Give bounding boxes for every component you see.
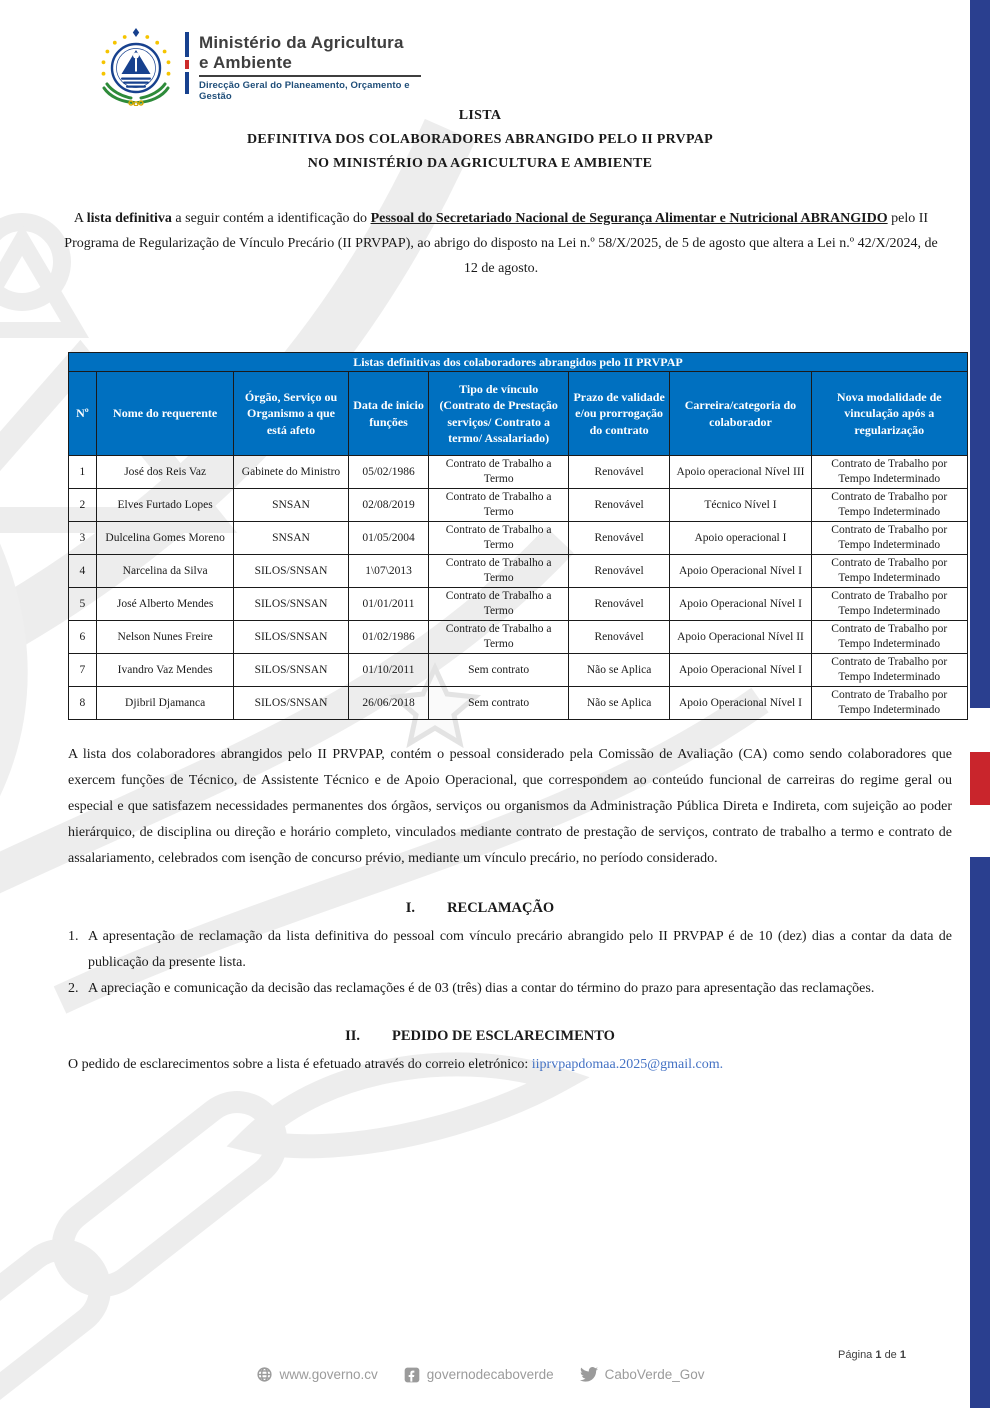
section-numeral: I.: [405, 900, 416, 916]
cell: SILOS/SNSAN: [234, 588, 348, 621]
website-label: www.governo.cv: [279, 1367, 378, 1382]
col-header-modalidade: Nova modalidade de vinculação após a regularização: [811, 372, 967, 456]
table-row: [69, 588, 968, 621]
section-reclamacao-heading: [0, 900, 960, 917]
twitter-link[interactable]: [580, 1367, 705, 1382]
title-line1: LISTA: [458, 108, 502, 123]
ministry-logo: [95, 28, 421, 106]
cell: 3: [69, 522, 97, 555]
cell: Apoio Operacional Nível I: [670, 555, 811, 588]
cell: Apoio Operacional Nível I: [670, 654, 811, 687]
right-band-red: [970, 752, 990, 805]
cell: Contrato de Trabalho a Termo: [429, 555, 568, 588]
intro-paragraph: [62, 206, 940, 281]
page-label: Página: [838, 1349, 873, 1361]
col-header-nome: Nome do requerente: [96, 372, 234, 456]
cell: 05/02/1986: [348, 456, 429, 489]
cell: Renovável: [568, 588, 670, 621]
col-header-tipo: Tipo de vínculo (Contrato de Prestação serviços/ Contrato a termo/ Assalariado): [429, 372, 568, 456]
col-header-orgao: Órgão, Serviço ou Organismo a que está afeto: [234, 372, 348, 456]
cell: 01/01/2011: [348, 588, 429, 621]
section-title: PEDIDO DE ESCLARECIMENTO: [392, 1028, 615, 1044]
cell: Contrato de Trabalho a Termo: [429, 522, 568, 555]
cell: 6: [69, 621, 97, 654]
cell: Narcelina da Silva: [96, 555, 234, 588]
cell: Contrato de Trabalho por Tempo Indeterminado: [811, 654, 967, 687]
cape-verde-emblem-icon: [95, 28, 177, 106]
section-numeral: II.: [345, 1028, 360, 1044]
cell: Contrato de Trabalho a Termo: [429, 621, 568, 654]
cell: 7: [69, 654, 97, 687]
cell: Apoio Operacional Nível I: [670, 588, 811, 621]
cell: Apoio Operacional Nível I: [670, 687, 811, 720]
logo-separator: [185, 32, 189, 94]
cell: Contrato de Trabalho a Termo: [429, 456, 568, 489]
cell: Contrato de Trabalho por Tempo Indeterminado: [811, 555, 967, 588]
cell: Contrato de Trabalho a Termo: [429, 489, 568, 522]
cell: SILOS/SNSAN: [234, 654, 348, 687]
intro-seg3: a seguir contém a identificação do: [171, 211, 371, 226]
collaborators-table: [68, 352, 968, 720]
cell: 8: [69, 687, 97, 720]
cell: SNSAN: [234, 522, 348, 555]
cell: SNSAN: [234, 489, 348, 522]
col-header-prazo: Prazo de validade e/ou prorrogação do contrato: [568, 372, 670, 456]
cell: Renovável: [568, 456, 670, 489]
cell: Dulcelina Gomes Moreno: [96, 522, 234, 555]
item-text: A apresentação de reclamação da lista definitiva do pessoal com vínculo precário abrangido pelo II PRVPAP é de 10 (dez) dias a contar da data de publicação da presente lista.: [88, 929, 952, 970]
table-row: [69, 489, 968, 522]
facebook-icon: [404, 1367, 420, 1383]
cell: José dos Reis Vaz: [96, 456, 234, 489]
cell: 1\07\2013: [348, 555, 429, 588]
title-line3: NO MINISTÉRIO DA AGRICULTURA E AMBIENTE: [307, 156, 653, 171]
reclamacao-list: [68, 924, 952, 1002]
cell: Contrato de Trabalho por Tempo Indeterminado: [811, 456, 967, 489]
cell: Renovável: [568, 555, 670, 588]
cell: 4: [69, 555, 97, 588]
body-paragraph: A lista dos colaboradores abrangidos pelo II PRVPAP, contém o pessoal considerado pela Comissão de Avaliação (CA) como sendo colaboradores que exercem funções de Técnico, de Assistente Técnico e de Apoio Operacional, que correspondem ao conteúdo funcional de carreiras do regime geral ou especial e que satisfazem necessidades permanentes dos órgãos, serviços ou organismos da Administração Pública Direta e Indireta, com sujeição ao poder hierárquico, de disciplina ou direção e horário completo, vinculados mediante contrato de prestação de serviços, contrato de trabalho a termo e contrato de assalariamento, celebrados com isenção de concurso prévio, mediante um vínculo precário, no período considerado.: [68, 747, 952, 866]
cell: SILOS/SNSAN: [234, 687, 348, 720]
table-row: [69, 456, 968, 489]
intro-seg5: pelo II Programa de Regularização de Vínculo Precário (II PRVPAP), ao abrigo do disposto na Lei n.º 58/X/2025, de 5 de agosto que altera a Lei n.º 42/X/2024, de 12 de agosto.: [64, 211, 938, 276]
table-header-row: [69, 372, 968, 456]
table-row: [69, 555, 968, 588]
table-caption-row: [69, 353, 968, 372]
cell: Contrato de Trabalho por Tempo Indeterminado: [811, 621, 967, 654]
cell: Contrato de Trabalho a Termo: [429, 588, 568, 621]
cell: Renovável: [568, 621, 670, 654]
esclarecimento-text: O pedido de esclarecimentos sobre a lista é efetuado através do correio eletrónico:: [68, 1057, 532, 1072]
cell: Sem contrato: [429, 687, 568, 720]
twitter-label: CaboVerde_Gov: [604, 1367, 705, 1382]
cell: 2: [69, 489, 97, 522]
email-link[interactable]: iiprvpapdomaa.2025@gmail.com.: [531, 1057, 724, 1072]
cell: 26/06/2018: [348, 687, 429, 720]
table-row: [69, 687, 968, 720]
page-indicator: [0, 1349, 906, 1361]
cell: Renovável: [568, 522, 670, 555]
cell: Djibril Djamanca: [96, 687, 234, 720]
page-separator: de: [884, 1349, 897, 1361]
table-row: [69, 621, 968, 654]
globe-icon: [256, 1366, 273, 1383]
cell: Contrato de Trabalho por Tempo Indeterminado: [811, 588, 967, 621]
cell: Contrato de Trabalho por Tempo Indeterminado: [811, 489, 967, 522]
cell: Apoio Operacional Nível II: [670, 621, 811, 654]
col-header-num: Nº: [69, 372, 97, 456]
twitter-bird-icon: [580, 1367, 598, 1382]
item-number: 1.: [68, 929, 79, 944]
cell: Não se Aplica: [568, 654, 670, 687]
website-link[interactable]: [256, 1366, 378, 1383]
list-item: [68, 976, 952, 1002]
intro-seg4: Pessoal do Secretariado Nacional de Segurança Alimentar e Nutricional ABRANGIDO: [370, 211, 888, 226]
right-band-blue-bottom: [970, 857, 990, 1408]
cell: Gabinete do Ministro: [234, 456, 348, 489]
title-line2: DEFINITIVA DOS COLABORADORES ABRANGIDO PELO II PRVPAP: [246, 132, 714, 147]
page-total: 1: [899, 1349, 906, 1361]
cell: Nelson Nunes Freire: [96, 621, 234, 654]
cell: 01/10/2011: [348, 654, 429, 687]
cell: 01/05/2004: [348, 522, 429, 555]
intro-seg1: A: [73, 211, 87, 226]
ministry-name-block: [199, 33, 421, 102]
cell: SILOS/SNSAN: [234, 621, 348, 654]
facebook-label: governodecaboverde: [426, 1367, 554, 1382]
ministry-name-line1: Ministério da Agricultura: [199, 33, 404, 52]
cell: 02/08/2019: [348, 489, 429, 522]
cell: Técnico Nível I: [670, 489, 811, 522]
table-row: [69, 654, 968, 687]
logo-underline: [199, 75, 421, 77]
cell: Apoio operacional Nível III: [670, 456, 811, 489]
cell: José Alberto Mendes: [96, 588, 234, 621]
cell: 5: [69, 588, 97, 621]
ministry-name-line2: e Ambiente: [199, 53, 293, 72]
document-title: [0, 104, 960, 176]
section-title: RECLAMAÇÃO: [447, 900, 555, 916]
department-name: Direcção Geral do Planeamento, Orçamento e Gestão: [199, 80, 410, 102]
cell: Não se Aplica: [568, 687, 670, 720]
cell: 01/02/1986: [348, 621, 429, 654]
table-caption: Listas definitivas dos colaboradores abrangidos pelo II PRVPAP: [69, 353, 968, 372]
cell: Sem contrato: [429, 654, 568, 687]
intro-seg2: lista definitiva: [86, 211, 172, 226]
col-header-data: Data de inicio funções: [348, 372, 429, 456]
section-esclarecimento-heading: [0, 1028, 960, 1045]
item-number: 2.: [68, 981, 79, 996]
col-header-carreira: Carreira/categoria do colaborador: [670, 372, 811, 456]
cell: 1: [69, 456, 97, 489]
table-row: [69, 522, 968, 555]
right-band-blue-top: [970, 0, 990, 708]
page-current: 1: [875, 1349, 882, 1361]
cell: Apoio operacional I: [670, 522, 811, 555]
cell: SILOS/SNSAN: [234, 555, 348, 588]
list-item: [68, 924, 952, 976]
item-text: A apreciação e comunicação da decisão das reclamações é de 03 (três) dias a contar do término do prazo para apresentação das reclamações.: [88, 981, 875, 996]
facebook-link[interactable]: [404, 1367, 554, 1383]
cell: Contrato de Trabalho por Tempo Indeterminado: [811, 687, 967, 720]
esclarecimento-paragraph: [68, 1052, 952, 1077]
social-footer: [0, 1366, 960, 1383]
cell: Elves Furtado Lopes: [96, 489, 234, 522]
cell: Contrato de Trabalho por Tempo Indeterminado: [811, 522, 967, 555]
cell: Ivandro Vaz Mendes: [96, 654, 234, 687]
cell: Renovável: [568, 489, 670, 522]
